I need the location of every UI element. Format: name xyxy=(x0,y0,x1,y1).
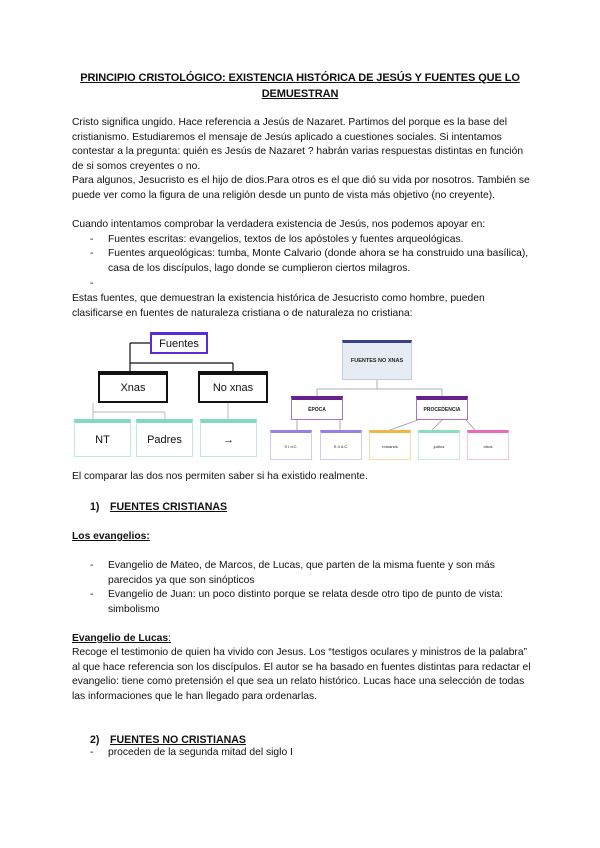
lucas-paragraph: Recoge el testimonio de quien ha vivido con Jesus. Los “testigos oculares y ministros de la palabra” al que hace referencia son los discípulos. El autor se ha basado en fuentes distintas para redactar el evangelio: tiene como pretensión el que sea un relato histórico. Lucas hace una selección de todas las informaciones que le han llegado para ordenarlas. xyxy=(72,647,531,702)
list-dash: - xyxy=(90,234,94,245)
list-item-text: Fuentes arqueológicas: tumba, Monte Calvario (donde ahora se ha construido una basílica), casa de los discípulos, lago donde se cumplieron ciertos milagros. xyxy=(108,248,529,274)
lucas-heading xyxy=(72,632,171,646)
lucas-heading-colon: : xyxy=(168,633,172,644)
diagram2-node-epoca: ÉPOCA xyxy=(291,396,343,420)
diagram2-leaf: judíos xyxy=(418,430,460,460)
section2-label: FUENTES NO CRISTIANAS xyxy=(110,734,246,746)
diagram1-leaf-arrow: → xyxy=(200,419,257,457)
section1-label: FUENTES CRISTIANAS xyxy=(110,501,228,513)
list-dash: - xyxy=(90,278,94,289)
compare-paragraph: El comparar las dos nos permiten saber si ha existido realmente. xyxy=(72,471,368,482)
diagram2-leaf: S II d.C. xyxy=(320,430,362,460)
list-item-text: Fuentes escritas: evangelios, textos de los apóstoles y fuentes arqueológicas. xyxy=(108,234,464,245)
document-title: PRINCIPIO CRISTOLÓGICO: EXISTENCIA HISTÓRICA DE JESÚS Y FUENTES QUE LO DEMUESTRAN xyxy=(80,72,520,100)
diagram2-leaf: otros xyxy=(467,430,509,460)
list-item-text: Evangelio de Mateo, de Marcos, de Lucas, que parten de la misma fuente y son más parecidos ya que son sinópticos xyxy=(108,560,495,586)
evangelios-heading: Los evangelios: xyxy=(72,531,150,542)
diagram2-leaf: S I d.C. xyxy=(270,430,312,460)
list-dash: - xyxy=(90,747,94,758)
list-dash: - xyxy=(90,560,94,571)
list-item-text: Evangelio de Juan: un poco distinto porque se relata desde otro tipo de punto de vista: simbolismo xyxy=(108,589,503,615)
diagram1-root-node: Fuentes xyxy=(150,332,208,354)
intro-paragraph-3: Cuando intentamos comprobar la verdadera existencia de Jesús, nos podemos apoyar en: xyxy=(72,219,486,230)
diagram2-leaf: romanos xyxy=(369,430,411,460)
section2-number: 2) xyxy=(90,734,100,746)
list-item-text: proceden de la segunda mitad del siglo I xyxy=(108,747,293,758)
intro-paragraph-4: Estas fuentes, que demuestran la existencia histórica de Jesucristo como hombre, pueden clasificarse en fuentes de naturaleza cristiana o de naturaleza no cristiana: xyxy=(72,293,485,319)
intro-paragraph-1: Cristo significa ungido. Hace referencia a Jesús de Nazaret. Partimos del porque es la base del cristianismo. Estudiaremos el mensaje de Jesús aplicado a cuestiones sociales. Si intentamos contestar a la pregunta: quién es Jesús de Nazaret ? habrán varias respuestas distintas en función de si somos creyentes o no. xyxy=(72,117,524,172)
diagram2-node-procedencia: PROCEDENCIA xyxy=(416,396,468,420)
diagram1-leaf-padres: Padres xyxy=(136,419,193,457)
diagram1-leaf-nt: NT xyxy=(74,419,131,457)
diagram1-node-xnas: Xnas xyxy=(98,371,168,403)
diagram1-node-no-xnas: No xnas xyxy=(198,371,268,403)
lucas-heading-text: Evangelio de Lucas xyxy=(72,633,169,644)
list-dash: - xyxy=(90,589,94,600)
section1-number: 1) xyxy=(90,501,100,513)
list-dash: - xyxy=(90,248,94,259)
intro-paragraph-2: Para algunos, Jesucristo es el hijo de dios.Para otros es el que dió su vida por nosotros. También se puede ver como la figura de una religión desde un punto de vista más objetivo (no creyente). xyxy=(72,175,530,201)
diagram2-root-node: FUENTES NO XNAS xyxy=(342,340,412,380)
